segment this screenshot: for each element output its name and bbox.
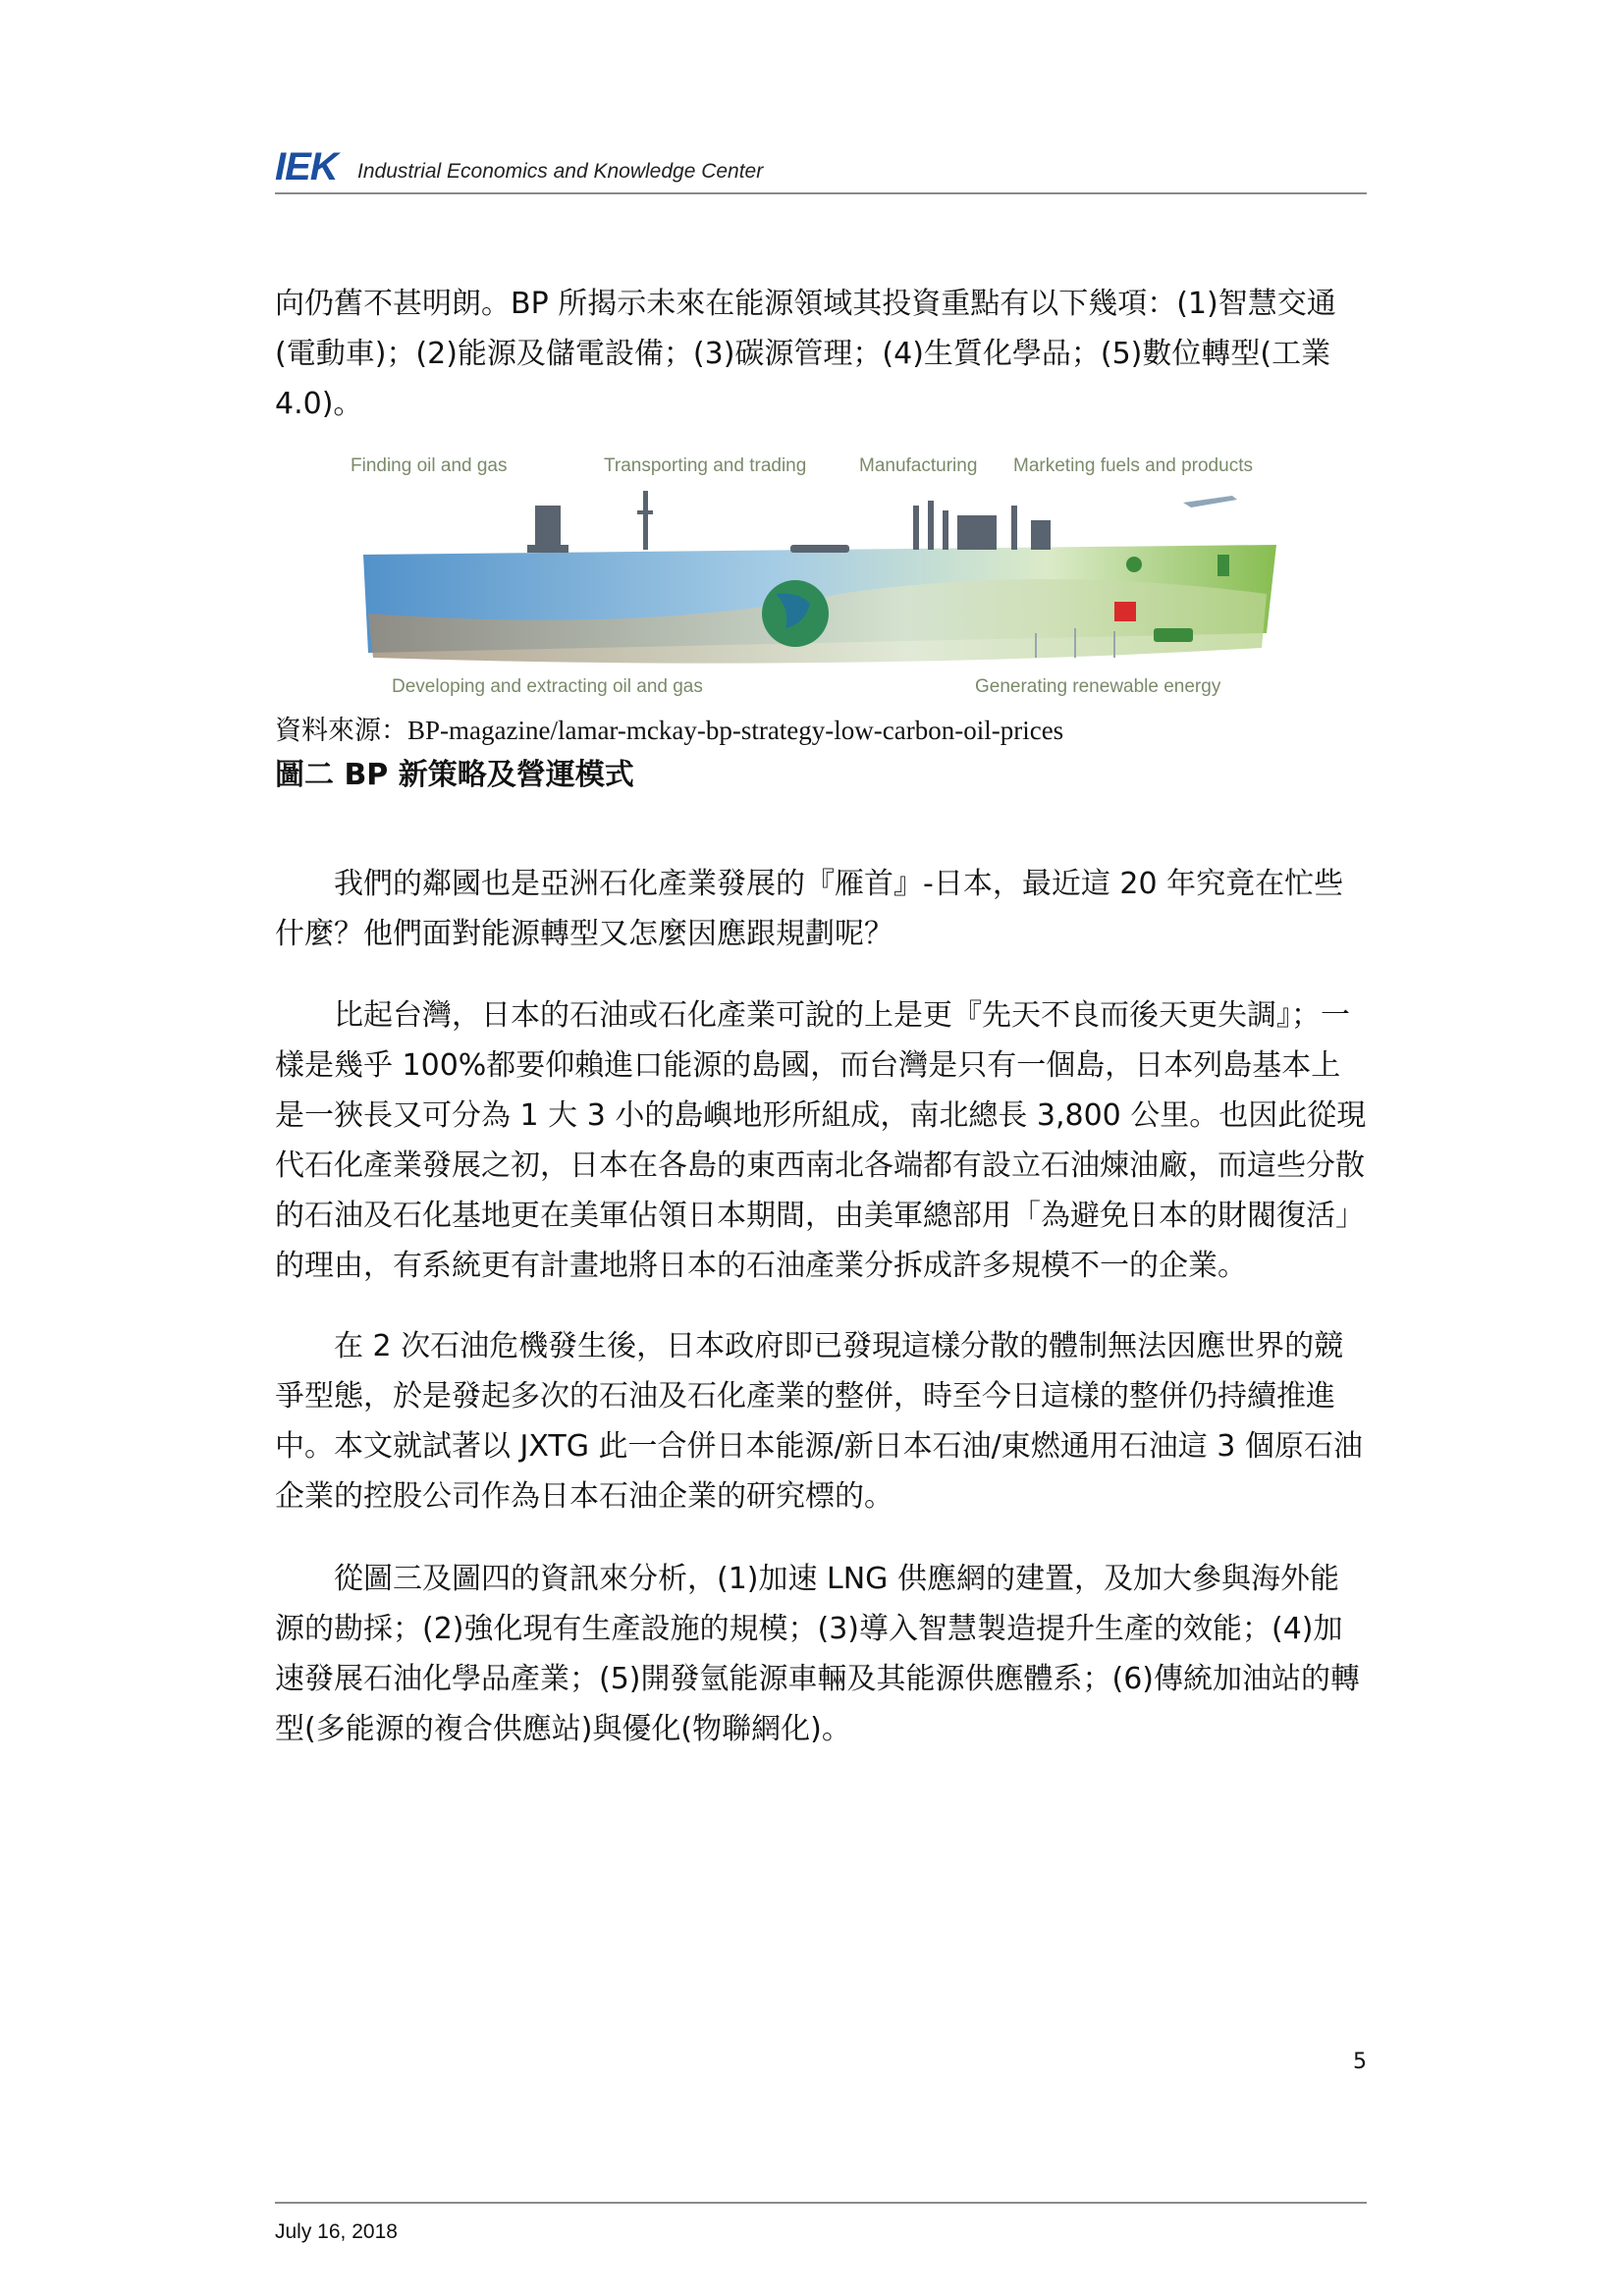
label-generating: Generating renewable energy: [975, 676, 1221, 697]
bp-value-chain-figure: [349, 447, 1281, 702]
paragraph-3: 比起台灣，日本的石油或石化產業可說的上是更『先天不良而後天更失調』；一樣是幾乎 100%都要仰賴進口能源的島國，而台灣是只有一個島，日本列島基本上是一狹長又可分為 1 大 3 小的島嶼地形所組成，南北總長 3,800 公里。也因此從現代石化產業發展之初，日本在各島的東西南北各端都有設立石油煉油廠，而這些分散的石油及石化基地更在美軍佔領日本期間，由美軍總部用「為避免日本的財閥復活」的理由，有系統更有計畫地將日本的石油產業分拆成許多規模不一的企業。: [275, 998, 1367, 1283]
label-developing: Developing and extracting oil and gas: [392, 676, 703, 697]
label-transporting: Transporting and trading: [604, 455, 807, 476]
footer-date: July 16, 2018: [275, 2220, 398, 2243]
header-divider: [275, 192, 1367, 194]
page-header: [275, 145, 1367, 194]
label-finding: Finding oil and gas: [351, 455, 508, 476]
iek-logo: IEK: [275, 145, 338, 188]
figure-source: 資料來源：BP-magazine/lamar-mckay-bp-strategy-low-carbon-oil-prices: [275, 716, 1064, 745]
page-number: 5: [1353, 2050, 1367, 2074]
paragraph-2: 我們的鄰國也是亞洲石化產業發展的『雁首』-日本，最近這 20 年究竟在忙些什麼？他們面對能源轉型又怎麼因應跟規劃呢？: [275, 867, 1344, 951]
label-manufacturing: Manufacturing: [859, 455, 978, 476]
paragraph-5: 從圖三及圖四的資訊來分析，(1)加速 LNG 供應網的建置，及加大參與海外能源的勘採；(2)強化現有生產設施的規模；(3)導入智慧製造提升生產的效能；(4)加速發展石油化學品產業；(5)開發氫能源車輛及其能源供應體系；(6)傳統加油站的轉型(多能源的複合供應站)與優化(物聯網化)。: [275, 1562, 1360, 1746]
label-marketing: Marketing fuels and products: [1013, 455, 1253, 476]
value-chain-illustration: [349, 447, 1281, 702]
paragraph-1: 向仍舊不甚明朗。BP 所揭示未來在能源領域其投資重點有以下幾項：(1)智慧交通(電動車)；(2)能源及儲電設備；(3)碳源管理；(4)生質化學品；(5)數位轉型(工業 4.0)。: [275, 287, 1336, 421]
footer-divider: [275, 2202, 1367, 2204]
paragraph-4: 在 2 次石油危機發生後，日本政府即已發現這樣分散的體制無法因應世界的競爭型態，於是發起多次的石油及石化產業的整併，時至今日這樣的整併仍持續推進中。本文就試著以 JXTG 此一合併日本能源/新日本石油/東燃通用石油這 3 個原石油企業的控股公司作為日本石油企業的研究標的。: [275, 1329, 1363, 1514]
figure-caption: 圖二 BP 新策略及營運模式: [275, 758, 634, 792]
header-title: Industrial Economics and Knowledge Center: [357, 160, 764, 183]
